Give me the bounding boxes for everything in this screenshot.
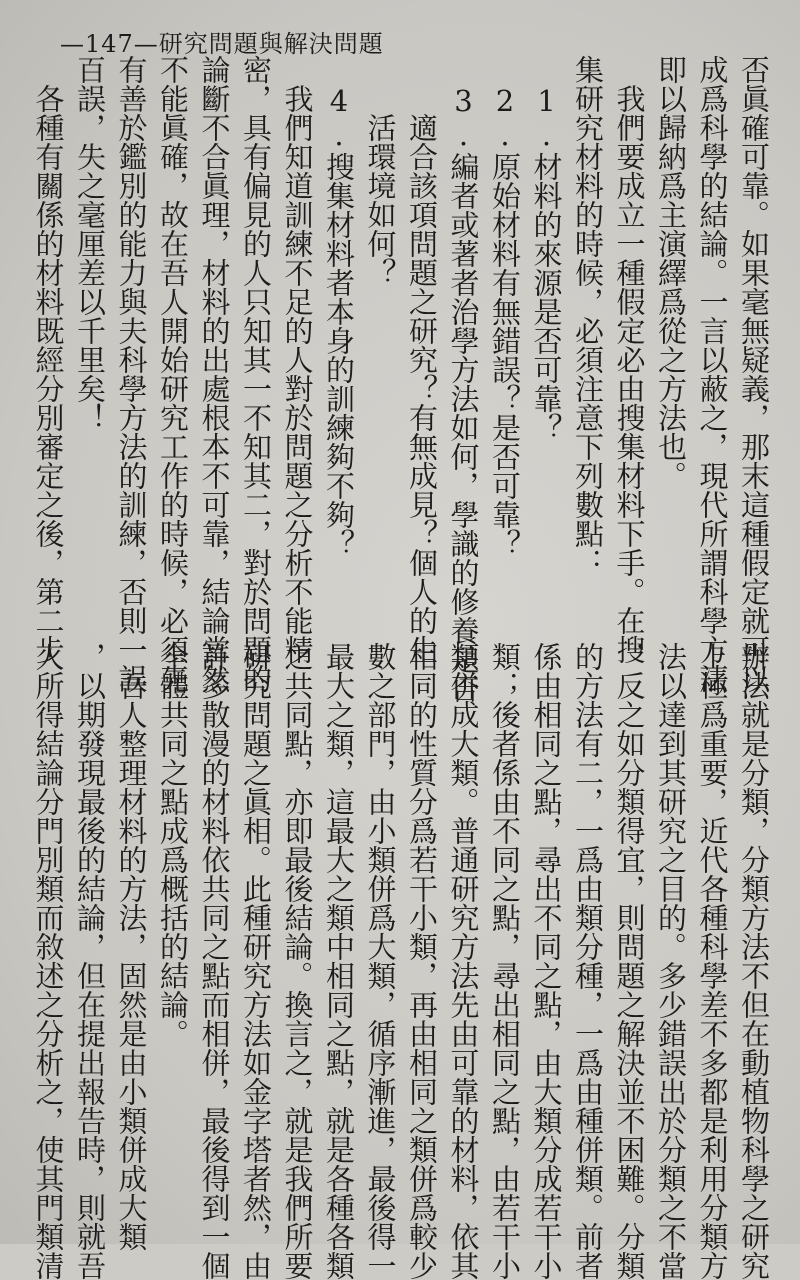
upper-block-column: 不能眞確，故在吾人開始研究工作的時候，必須先 bbox=[156, 55, 190, 693]
lower-block-column: 吾人整理材料的方法，固然是由小類併成大類 bbox=[114, 671, 149, 1251]
lower-block-column: 人所得結論分門別類而敘述之分析之，使其門類清 bbox=[31, 642, 66, 1280]
lower-block-column: 最大之類，這最大之類中相同之點，就是各種各類 bbox=[322, 642, 356, 1280]
upper-block-column: 否眞確可靠。如果毫無疑義，那末這種假定就可以 bbox=[737, 55, 771, 693]
upper-block-column: 適合該項問題之研究？有無成見？個人的生 bbox=[405, 113, 439, 664]
upper-block-column: 集研究材料的時候，必須注意下列數點： bbox=[571, 55, 605, 577]
lower-block-column: ，以期發現最後的結論，但在提出報告時，則就吾 bbox=[73, 642, 107, 1280]
upper-block-column: 密，具有偏見的人只知其一不知其二，對於問題的 bbox=[239, 55, 273, 693]
lower-block-column: 數之部門，由小類併爲大類，循序漸進，最後得一 bbox=[363, 642, 398, 1280]
lower-block-column: 辦法就是分類，分類方法不但在動植物科學之研究 bbox=[737, 642, 771, 1280]
lower-block-column: 全體共同之點成爲概括的結論。 bbox=[156, 642, 190, 1048]
upper-block-column: 2.原始材料有無錯誤？是否可靠？ bbox=[488, 84, 522, 558]
lower-block-column: 係由相同之點，尋出不同之點，由大類分成若干小 bbox=[529, 642, 564, 1280]
upper-block-column: 有善於鑑別的能力與夫科學方法的訓練，否則一誤 bbox=[114, 55, 149, 693]
upper-block-column: 1.材料的來源是否可靠？ bbox=[529, 84, 564, 442]
upper-block-column: 成爲科學的結論。一言以蔽之，現代所謂科學方法 bbox=[695, 55, 730, 693]
running-header: —147—研究問題與解決問題 bbox=[60, 30, 384, 58]
lower-block-column: 相同的性質分爲若干小類，再由相同之類併爲較少 bbox=[405, 642, 439, 1280]
upper-block-column: 各種有關係的材料既經分別審定之後，第二步 bbox=[31, 84, 66, 664]
upper-block-column: 活環境如何？ bbox=[363, 113, 398, 287]
upper-block-column: 即以歸納爲主演繹爲從之方法也。 bbox=[654, 55, 688, 490]
upper-block-column: 3.編者或著者治學方法如何，學識的修養是否 bbox=[446, 84, 481, 703]
upper-block-column: 我們要成立一種假定必由搜集材料下手。在搜 bbox=[612, 84, 647, 664]
lower-block-column: 許多散漫的材料依共同之點而相併，最後得到一個 bbox=[197, 642, 232, 1280]
upper-block-column: 百誤，失之毫厘差以千里矣！ bbox=[73, 55, 107, 432]
upper-block-column: 論斷不合眞理，材料的出處根本不可靠，結論當然 bbox=[197, 55, 232, 693]
lower-block-column: 類併成大類。普通研究方法先由可靠的材料，依其 bbox=[446, 642, 481, 1280]
lower-block-column: 研究問題之眞相。此種研究方法如金字塔者然，由 bbox=[239, 642, 273, 1280]
lower-block-column: 的方法有二，一爲由類分種，一爲由種併類。前者 bbox=[571, 642, 605, 1280]
upper-block-column: 4.搜集材料者本身的訓練夠不夠？ bbox=[322, 84, 356, 558]
lower-block-column: 類；後者係由不同之點，尋出相同之點，由若干小 bbox=[488, 642, 522, 1280]
lower-block-column: 法以達到其研究之目的。多少錯誤出於分類之不當 bbox=[654, 642, 688, 1280]
upper-block-column: 我們知道訓練不足的人對於問題之分析不能精 bbox=[280, 84, 315, 664]
lower-block-column: 之共同點，亦即最後結論。換言之，就是我們所要 bbox=[280, 642, 315, 1280]
lower-block-column: ，反之如分類得宜，則問題之解決並不困難。分類 bbox=[612, 642, 647, 1280]
lower-block-column: 上極爲重要，近代各種科學差不多都是利用分類方 bbox=[695, 642, 730, 1280]
